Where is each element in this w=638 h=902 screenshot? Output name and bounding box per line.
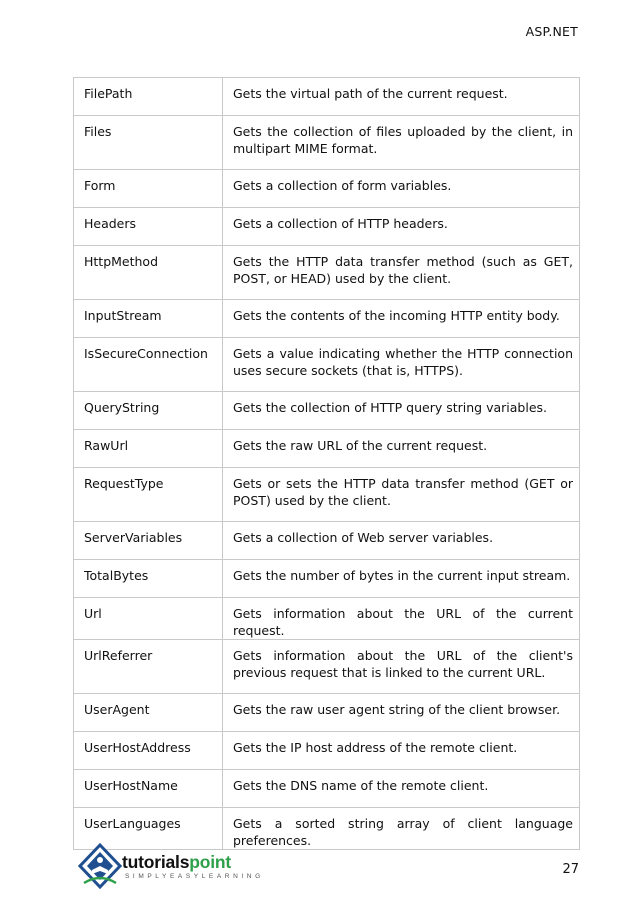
- property-name: UserLanguages: [74, 808, 223, 850]
- property-description: Gets information about the URL of the client's previous request that is linked to the current URL.: [223, 640, 580, 694]
- property-description: Gets the raw URL of the current request.: [223, 430, 580, 468]
- logo-emblem-icon: [78, 843, 122, 889]
- table-row: [74, 598, 580, 640]
- table-row: [74, 770, 580, 808]
- property-name: Headers: [74, 208, 223, 246]
- property-name: RequestType: [74, 468, 223, 522]
- property-description: Gets the virtual path of the current request.: [223, 78, 580, 116]
- property-name: UserHostName: [74, 770, 223, 808]
- table-row: [74, 640, 580, 694]
- logo-wordmark: [122, 852, 231, 873]
- property-description: Gets a collection of Web server variables.: [223, 522, 580, 560]
- page-number: 27: [562, 862, 579, 877]
- table-row: [74, 694, 580, 732]
- property-name: Form: [74, 170, 223, 208]
- table-row: [74, 208, 580, 246]
- property-name: QueryString: [74, 392, 223, 430]
- table-row: [74, 392, 580, 430]
- property-description: Gets a value indicating whether the HTTP connection uses secure sockets (that is, HTTPS).: [223, 338, 580, 392]
- property-name: UserHostAddress: [74, 732, 223, 770]
- table-row: [74, 338, 580, 392]
- property-description: Gets or sets the HTTP data transfer method (GET or POST) used by the client.: [223, 468, 580, 522]
- property-description: Gets the HTTP data transfer method (such as GET, POST, or HEAD) used by the client.: [223, 246, 580, 300]
- tutorialspoint-logo: [78, 843, 264, 889]
- property-description: Gets the raw user agent string of the client browser.: [223, 694, 580, 732]
- property-description: Gets the collection of HTTP query string variables.: [223, 392, 580, 430]
- property-name: UrlReferrer: [74, 640, 223, 694]
- property-name: UserAgent: [74, 694, 223, 732]
- property-description: Gets the IP host address of the remote client.: [223, 732, 580, 770]
- table-row: [74, 246, 580, 300]
- table-row: [74, 170, 580, 208]
- property-name: HttpMethod: [74, 246, 223, 300]
- property-name: ServerVariables: [74, 522, 223, 560]
- table-row: [74, 430, 580, 468]
- table-row: [74, 522, 580, 560]
- running-header: ASP.NET: [525, 24, 578, 39]
- properties-table: [73, 77, 580, 850]
- property-description: Gets a collection of HTTP headers.: [223, 208, 580, 246]
- property-description: Gets a sorted string array of client language preferences.: [223, 808, 580, 850]
- property-description: Gets the number of bytes in the current input stream.: [223, 560, 580, 598]
- table-row: [74, 468, 580, 522]
- property-name: IsSecureConnection: [74, 338, 223, 392]
- table-row: [74, 78, 580, 116]
- property-name: Files: [74, 116, 223, 170]
- property-description: Gets information about the URL of the current request.: [223, 598, 580, 640]
- property-name: InputStream: [74, 300, 223, 338]
- property-name: Url: [74, 598, 223, 640]
- table-row: [74, 560, 580, 598]
- table-row: [74, 300, 580, 338]
- logo-tagline: SIMPLYEASYLEARNING: [125, 873, 264, 880]
- property-description: Gets a collection of form variables.: [223, 170, 580, 208]
- property-description: Gets the collection of files uploaded by the client, in multipart MIME format.: [223, 116, 580, 170]
- property-description: Gets the DNS name of the remote client.: [223, 770, 580, 808]
- logo-wordmark-accent: point: [189, 852, 232, 872]
- property-description: Gets the contents of the incoming HTTP entity body.: [223, 300, 580, 338]
- table-row: [74, 732, 580, 770]
- property-name: TotalBytes: [74, 560, 223, 598]
- property-name: RawUrl: [74, 430, 223, 468]
- logo-wordmark-main: tutorials: [122, 852, 190, 872]
- property-name: FilePath: [74, 78, 223, 116]
- table-row: [74, 116, 580, 170]
